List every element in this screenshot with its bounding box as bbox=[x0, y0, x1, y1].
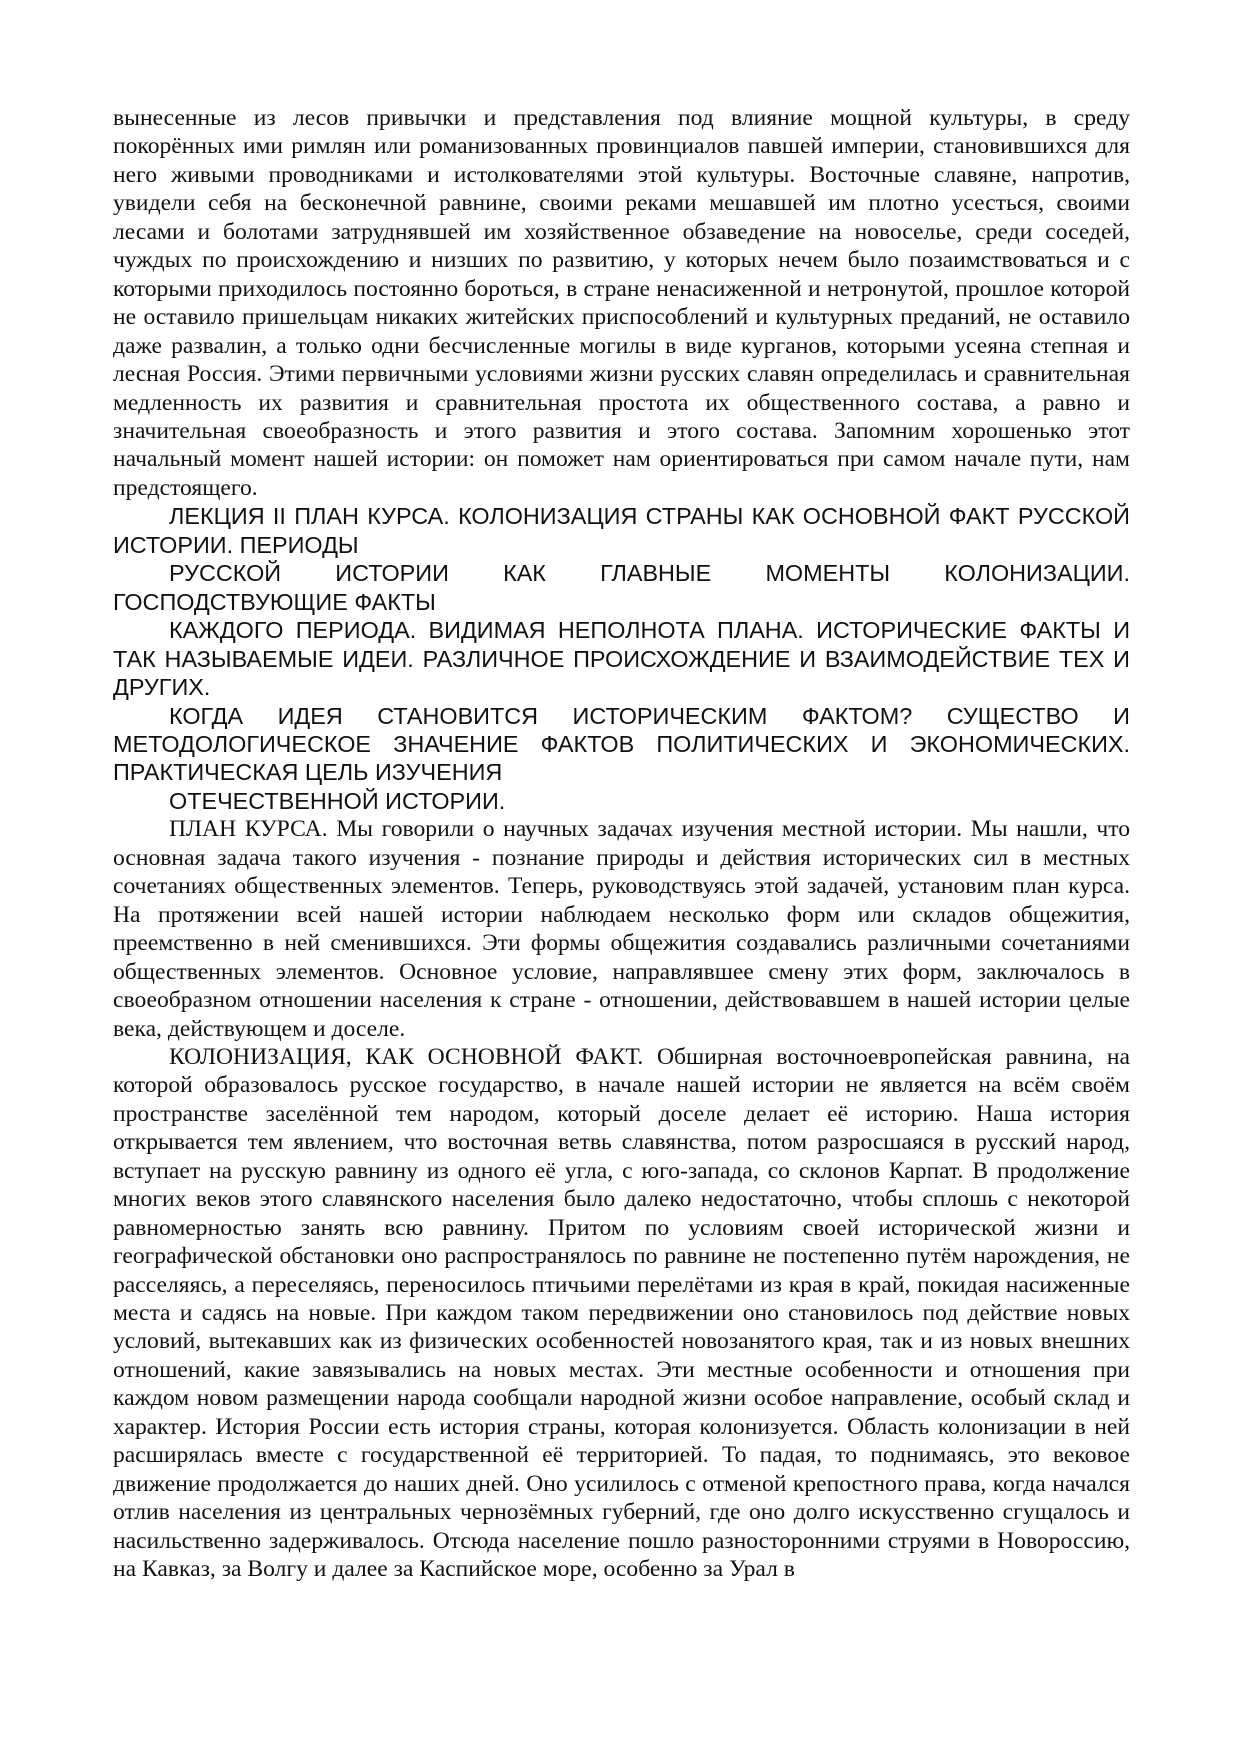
intro-paragraph: вынесенные из лесов привычки и представления под влияние мощной культуры, в среду покорённых ими римлян или романизованных провинциалов павшей империи, становившихся для него живыми проводниками и истолкователями этой культуры. Восточные славяне, напротив, увидели себя на бесконечной равнине, своими реками мешавшей им плотно усесться, своими лесами и болотами затруднявшей им хозяйственное обзаведение на новоселье, среди соседей, чуждых по происхождению и низших по развитию, у которых нечем было позаимствоваться и с которыми приходилось постоянно бороться, в стране ненасиженной и нетронутой, прошлое которой не оставило пришельцам никаких житейских приспособлений и культурных преданий, не оставило даже развалин, а только одни бесчисленные могилы в виде курганов, которыми усеяна степная и лесная Россия. Этими первичными условиями жизни русских славян определилась и сравнительная медленность их развития и сравнительная простота их общественного состава, а равно и значительная своеобразность и этого развития и этого состава. Запомним хорошенько этот начальный момент нашей истории: он поможет нам ориентироваться при самом начале пути, нам предстоящего. bbox=[113, 105, 1130, 501]
plan-paragraph: ПЛАН КУРСА. Мы говорили о научных задачах изучения местной истории. Мы нашли, что основная задача такого изучения - познание природы и действия исторических сил в местных сочетаниях общественных элементов. Теперь, руководствуясь этой задачей, установим план курса. На протяжении всей нашей истории наблюдаем несколько форм или складов общежития, преемственно в ней сменившихся. Эти формы общежития создавались различными сочетаниями общественных элементов. Основное условие, направлявшее смену этих форм, заключалось в своеобразном отношении населения к стране - отношении, действовавшем в нашей истории целые века, действующем и доселе. bbox=[113, 816, 1130, 1042]
lecture-heading-line-5: ОТЕЧЕСТВЕННОЙ ИСТОРИИ. bbox=[169, 787, 506, 814]
colonization-paragraph: КОЛОНИЗАЦИЯ, КАК ОСНОВНОЙ ФАКТ. Обширная восточноевропейская равнина, на которой образовалось русское государство, в начале нашей истории не является на всём своём пространстве заселённой тем народом, который доселе делает её историю. Наша история открывается тем явлением, что восточная ветвь славянства, потом разросшаяся в русский народ, вступает на русскую равнину из одного её угла, с юго-запада, со склонов Карпат. В продолжение многих веков этого славянского населения было далеко недостаточно, чтобы сплошь с некоторой равномерностью занять всю равнину. Притом по условиям своей исторической жизни и географической обстановки оно распространялось по равнине не постепенно путём нарождения, не расселяясь, а переселяясь, переносилось птичьими перелётами из края в край, покидая насиженные места и садясь на новые. При каждом таком передвижении оно становилось под действие новых условий, вытекавших как из физических особенностей новозанятого края, так и из новых внешних отношений, какие завязывались на новых местах. Эти местные особенности и отношения при каждом новом размещении народа сообщали народной жизни особое направление, особый склад и характер. История России есть история страны, которая колонизуется. Область колонизации в ней расширялась вместе с государственной её территорией. То падая, то поднимаясь, это вековое движение продолжается до наших дней. Оно усилилось с отменой крепостного права, когда начался отлив населения из центральных чернозёмных губерний, где оно долго искусственно сгущалось и насильственно задерживалось. Отсюда население пошло разносторонними струями в Новороссию, на Кавказ, за Волгу и далее за Каспийское море, особенно за Урал в bbox=[113, 1043, 1130, 1583]
lecture-heading-line-1: ЛЕКЦИЯ II ПЛАН КУРСА. КОЛОНИЗАЦИЯ СТРАНЫ КАК ОСНОВНОЙ ФАКТ РУССКОЙ ИСТОРИИ. ПЕРИОДЫ bbox=[113, 503, 1130, 558]
lecture-heading-line-3: КАЖДОГО ПЕРИОДА. ВИДИМАЯ НЕПОЛНОТА ПЛАНА. ИСТОРИЧЕСКИЕ ФАКТЫ И ТАК НАЗЫВАЕМЫЕ ИДЕИ. РАЗЛИЧНОЕ ПРОИСХОЖДЕНИЕ И ВЗАИМОДЕЙСТВИЕ ТЕХ И ДРУГИХ. bbox=[113, 617, 1130, 701]
text-column bbox=[113, 104, 1130, 1584]
lecture-heading-line-4: КОГДА ИДЕЯ СТАНОВИТСЯ ИСТОРИЧЕСКИМ ФАКТОМ? СУЩЕСТВО И МЕТОДОЛОГИЧЕСКОЕ ЗНАЧЕНИЕ ФАКТОВ ПОЛИТИЧЕСКИХ И ЭКОНОМИЧЕСКИХ. ПРАКТИЧЕСКАЯ ЦЕЛЬ ИЗУЧЕНИЯ bbox=[113, 702, 1130, 786]
lecture-heading-line-2: РУССКОЙ ИСТОРИИ КАК ГЛАВНЫЕ МОМЕНТЫ КОЛОНИЗАЦИИ. ГОСПОДСТВУЮЩИЕ ФАКТЫ bbox=[113, 560, 1130, 615]
